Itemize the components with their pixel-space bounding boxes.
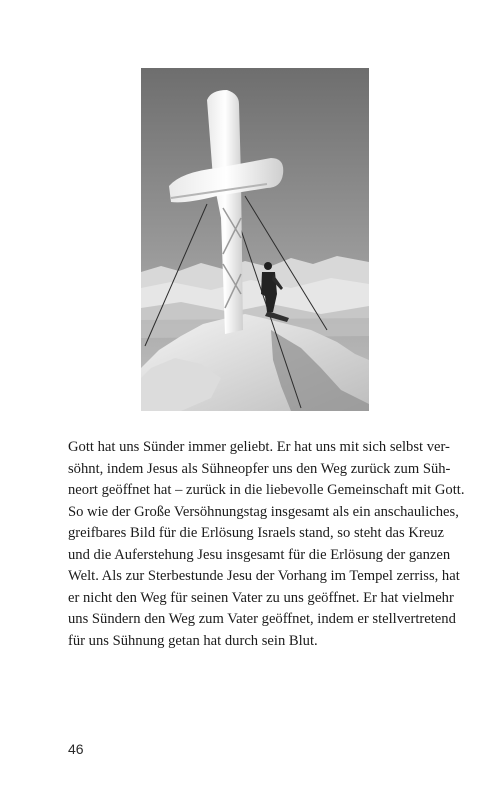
page-number: 46 <box>68 741 84 757</box>
paragraph-line: söhnt, indem Jesus als Sühneopfer uns den Weg zurück zum Süh- <box>68 460 451 477</box>
paragraph-line: er nicht den Weg für seinen Vater zu uns geöffnet. Er hat vielmehr <box>68 589 454 606</box>
body-paragraph <box>68 437 465 652</box>
paragraph-line: uns Sündern den Weg zum Vater geöffnet, indem er stellvertretend <box>68 611 456 627</box>
paragraph-line: und die Auferstehung Jesu insgesamt für die Erlösung der ganzen <box>68 546 451 563</box>
paragraph-line: greifbares Bild für die Erlösung Israels stand, so steht das Kreuz <box>68 525 444 541</box>
paragraph-line: neort geöffnet hat – zurück in die liebevolle Gemeinschaft mit Gott. <box>68 482 465 498</box>
paragraph-line: Gott hat uns Sünder immer geliebt. Er hat uns mit sich selbst ver- <box>68 439 450 455</box>
paragraph-line: So wie der Große Versöhnungstag insgesamt als ein anschauliches, <box>68 503 459 520</box>
summit-cross-image <box>141 68 369 411</box>
paragraph-line: für uns Sühnung getan hat durch sein Blut. <box>68 632 318 649</box>
paragraph-line: Welt. Als zur Sterbestunde Jesu der Vorhang im Tempel zerriss, hat <box>68 568 460 584</box>
summit-cross-photo <box>141 68 369 411</box>
